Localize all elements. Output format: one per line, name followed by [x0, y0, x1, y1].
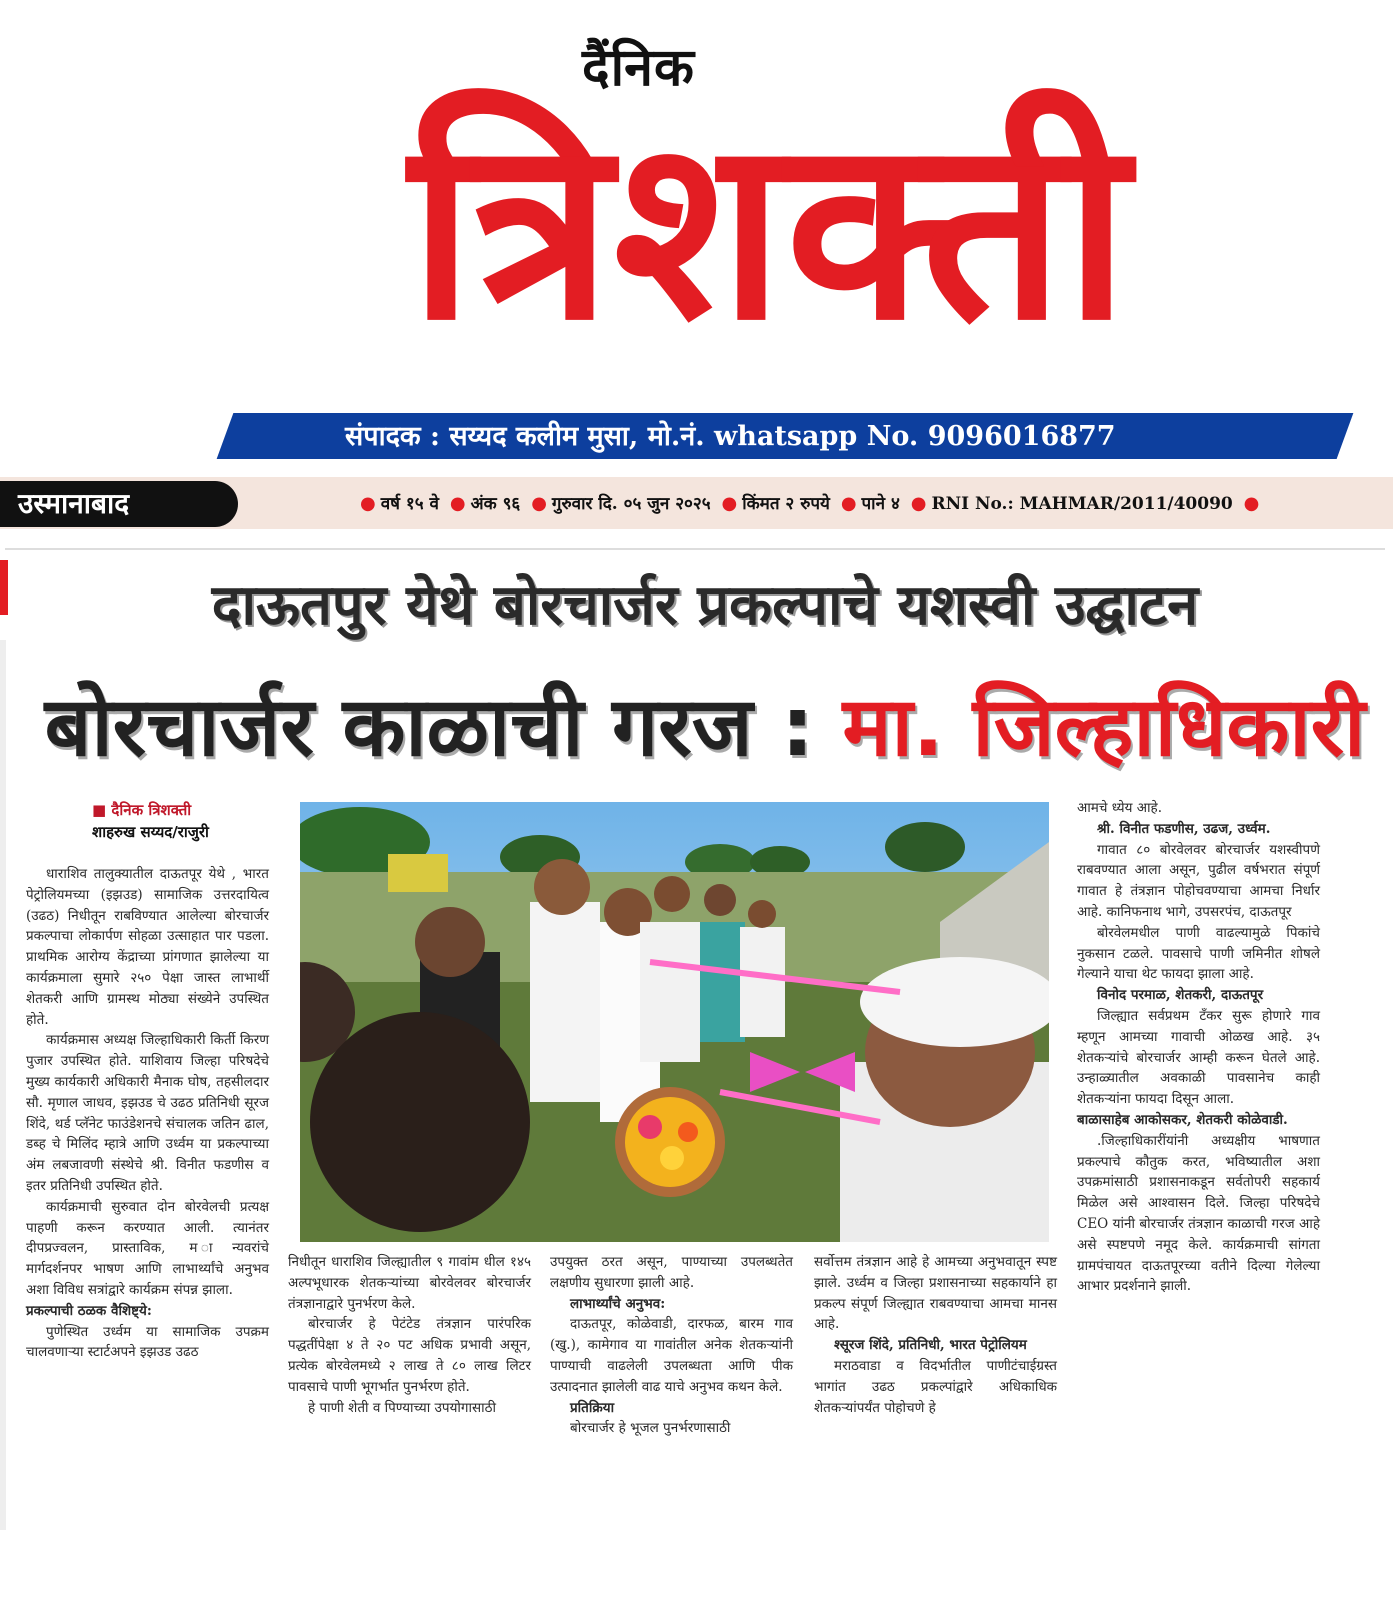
masthead-dainik: दैंनिक	[582, 38, 695, 98]
col3-paragraph-1: उपयुक्त ठरत असून, पाण्याच्या उपलब्धतेत लक्षणीय सुधारणा झाली आहे.	[550, 1254, 793, 1291]
issue-date: गुरुवार दि. ०५ जुन २०२५	[551, 494, 711, 514]
col2-paragraph-3: हे पाणी शेती व पिण्याच्या उपयोगासाठी	[308, 1399, 496, 1416]
byline-author: शाहरुख सय्यद/राजुरी	[92, 823, 209, 841]
bullet-icon: ●	[910, 493, 927, 514]
issue-info	[355, 481, 1264, 527]
col1-paragraph-2: कार्यक्रमास अध्यक्ष जिल्हाधिकारी किर्ती किरण पुजार उपस्थित होते. याशिवाय जिल्हा परिषदेचे मुख्य कार्यकारी अधिकारी मैनाक घोष, तहसीलदार सौ. मृणाल जाधव, इझउड चे उढठ प्रतिनिधी सूरज शिंदे, थर्ड प्लॅनेट फाउंडेशनचे संचालक जतिन ढाल, डब्ह चे मिलिंद म्हात्रे आणि उर्ध्वम या प्रकल्पाच्या अंम लबजावणी संस्थेचे श्री. विनीत फडणीस व इतर प्रतिनिधी उपस्थित होते.	[26, 1032, 269, 1194]
bullet-icon: ●	[840, 493, 857, 514]
col1-heading: प्रकल्पाची ठळक वैशिष्ट्ये:	[26, 1302, 152, 1319]
col5-paragraph-4: .जिल्हाधिकारींयांनी अध्यक्षीय भाषणात प्रकल्पाचे कौतुक करत, भविष्यातील अशा उपक्रमांसाठी प्रशासनाकडून सर्वतोपरी सहकार्य मिळेल असे आश्वासन दिले. जिल्हा परिषदेचे CEO यांनी बोरचार्जर तंत्रज्ञान काळाची गरज आहे असे स्पष्टपणे नमूद केले. कार्यक्रमाची सांगता ग्रामपंचायत दाऊतपूरच्या वतीने दिल्या गेलेल्या आभार प्रदर्शनाने झाली.	[1077, 1132, 1320, 1295]
col5-attribution-2: विनोद परमाळ, शेतकरी, दाऊतपूर	[1097, 987, 1264, 1004]
left-accent-strip	[0, 560, 8, 615]
article-column-5	[1077, 798, 1320, 1297]
col5-paragraph-0: आमचे ध्येय आहे.	[1077, 800, 1163, 816]
issue-year: वर्ष १५ वे	[380, 494, 439, 514]
col5-attribution-3: बाळासाहेब आकोसकर, शेतकरी कोळेवाडी.	[1077, 1111, 1288, 1128]
col3-paragraph-3: बोरचार्जर हे भूजल पुनर्भरणासाठी	[570, 1420, 731, 1437]
article-column-4	[814, 1252, 1057, 1418]
page-divider	[5, 548, 1385, 550]
headline-primary: दाऊतपुर येथे बोरचार्जर प्रकल्पाचे यशस्वी उद्घाटन	[211, 573, 1199, 638]
headline-secondary-red: मा. जिल्हाधिकारी	[842, 680, 1366, 775]
issue-price: किंमत २ रुपये	[742, 494, 830, 514]
news-photo	[300, 802, 1049, 1242]
article-column-1	[26, 864, 269, 1363]
col3-paragraph-2: दाऊतपूर, कोळेवाडी, दारफळ, बारम गाव (खु.), कामेगाव या गावांतील अनेक शेतकऱ्यांनी पाण्याची वाढलेली उपलब्धता आणि पीक उत्पादनात झालेली वाढ याचे अनुभव कथन केले.	[550, 1316, 793, 1395]
col4-paragraph-1: सर्वोत्तम तंत्रज्ञान आहे हे आमच्या अनुभवातून स्पष्ट झाले. उर्ध्वम व जिल्हा प्रशासनाच्या सहकार्याने हा प्रकल्प संपूर्ण जिल्ह्यात राबवण्याचा आमचा मानस आहे.	[814, 1254, 1057, 1333]
left-page-edge	[0, 640, 6, 1530]
bullet-icon: ●	[449, 493, 466, 514]
issue-number: अंक ९६	[470, 494, 521, 514]
headline-secondary-black: बोरचार्जर काळाची गरज :	[44, 680, 843, 775]
col4-paragraph-2: मराठवाडा व विदर्भातील पाणीटंचाईग्रस्त भागांत उढठ प्रकल्पांद्वारे अधिकाधिक शेतकऱ्यांपर्यंत पोहोचणे हे	[814, 1357, 1057, 1416]
issue-rni: RNI No.: MAHMAR/2011/40090	[931, 494, 1233, 514]
newspaper-title: त्रिशक्ती	[409, 84, 1131, 375]
col4-attribution: श्सूरज शिंदे, प्रतिनिधी, भारत पेट्रोलियम	[834, 1337, 1027, 1354]
col5-paragraph-3: जिल्ह्यात सर्वप्रथम टँकर सुरू होणारे गाव म्हणून आमच्या गावाची ओळख आहे. ३५ शेतकऱ्यांचे बोरचार्जर आम्ही करून घेतले आहे. उन्हाळ्यातील अवकाळी पावसानेच काही शेतकऱ्यांना फायदा दिसून आला.	[1077, 1007, 1320, 1108]
col5-attribution-1: श्री. विनीत फडणीस, उढज, उर्ध्वम.	[1097, 820, 1271, 837]
col5-paragraph-2: बोरवेलमधील पाणी वाढल्यामुळे पिकांचे नुकसान टळले. पावसाचे पाणी जमिनीत शोषले गेल्याने याचा थेट फायदा झाला आहे.	[1077, 924, 1320, 983]
byline-source: ■ दैनिक त्रिशक्ती	[92, 800, 191, 820]
col2-paragraph-2: बोरचार्जर हे पेटंटेड तंत्रज्ञान पारंपरिक पद्धतींपेक्षा ४ ते २० पट अधिक प्रभावी असून, प्रत्येक बोरवेलमध्ये २ लाख ते ८० लाख लिटर पावसाचे पाणी भूगर्भात पुनर्भरण होते.	[288, 1316, 531, 1395]
col1-paragraph-4: पुणेस्थित उर्ध्वम या सामाजिक उपक्रम चालवणाऱ्या स्टार्टअपने इझउड उढठ	[26, 1323, 269, 1361]
col1-paragraph-3: कार्यक्रमाची सुरुवात दोन बोरवेलची प्रत्यक्ष पाहणी करून करण्यात आली. त्यानंतर दीपप्रज्वलन, प्रास्ताविक, म ान्यवरांचे मार्गदर्शनपर भाषण आणि लाभार्थ्यांचे अनुभव अशा विविध सत्रांद्वारे कार्यक्रम संपन्न झाला.	[26, 1198, 269, 1298]
bullet-icon: ●	[531, 493, 547, 514]
bullet-icon: ●	[1243, 493, 1260, 514]
city-name: उस्मानाबाद	[18, 487, 130, 520]
article-column-2	[288, 1252, 531, 1418]
headline-secondary	[40, 668, 1370, 780]
editor-line: संपादक : सय्यद कलीम मुसा, मो.नं. whatsapp No. 9096016877	[345, 421, 1116, 452]
col5-paragraph-1: गावात ८० बोरवेलवर बोरचार्जर यशस्वीपणे राबवण्यात आला असून, पुढील वर्षभरात संपूर्ण गावात हे तंत्रज्ञान पोहोचवण्याचा आमचा निर्धार आहे. कानिफनाथ भागे, उपसरपंच, दाऊतपूर	[1077, 841, 1320, 920]
col1-paragraph-1: धाराशिव तालुक्यातील दाऊतपूर येथे , भारत पेट्रोलियमच्या (इझउड) सामाजिक उत्तरदायित्व (उढठ) निधीतून राबविण्यात आलेल्या बोरचार्जर प्रकल्पाचा लोकार्पण सोहळा उत्साहात पार पडला. प्राथमिक आरोग्य केंद्राच्या प्रांगणात झालेल्या या कार्यक्रमाला सुमारे २५० पेक्षा जास्त लाभार्थी शेतकरी आणि ग्रामस्थ मोठ्या संख्येने उपस्थित होते.	[26, 866, 269, 1028]
col2-paragraph-1: निधीतून धाराशिव जिल्ह्यातील ९ गावांम धील १४५ अल्पभूधारक शेतकऱ्यांच्या बोरवेलवर बोरचार्जर तंत्रज्ञानाद्वारे पुनर्भरण केले.	[288, 1254, 531, 1312]
bullet-icon: ●	[721, 493, 738, 514]
photo-illustration	[300, 802, 1049, 1242]
col3-heading-2: प्रतिक्रिया	[570, 1399, 615, 1416]
article-column-3	[550, 1252, 793, 1439]
bullet-icon: ●	[360, 493, 376, 514]
issue-pages: पाने ४	[861, 494, 900, 514]
col3-heading: लाभार्थ्यांचे अनुभव:	[570, 1295, 666, 1312]
